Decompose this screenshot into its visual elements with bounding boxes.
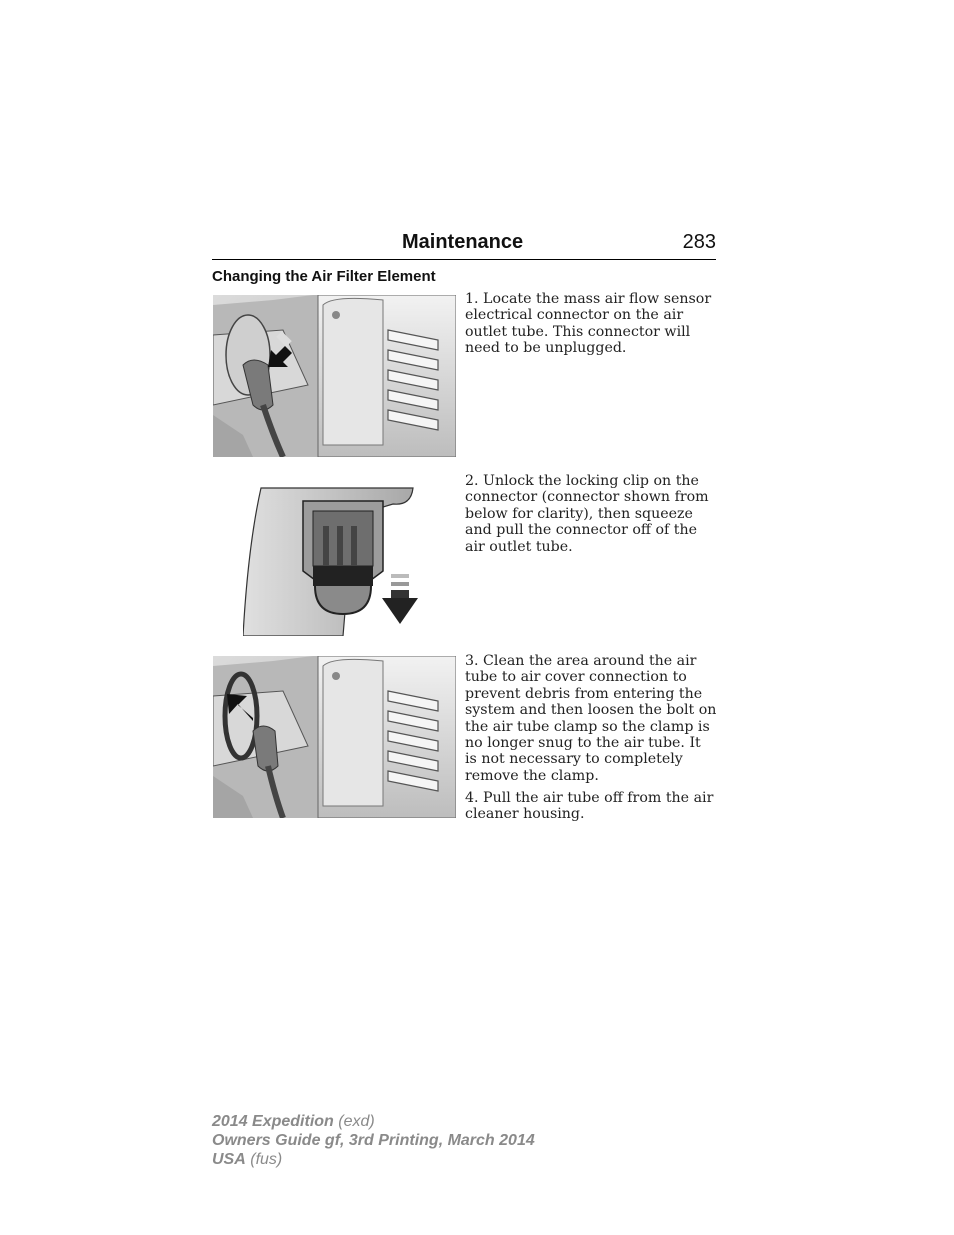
step-2: 2. Unlock the locking clip on the connector (connector shown from below for clarity), then squeeze and pull the connector off of the air outlet tube. [465,473,709,555]
step-3: 3. Clean the area around the air tube to air cover connection to prevent debris from entering the system and then loosen the bolt on the air tube clamp so the clamp is no longer snug to the air tube. It is not necessary to completely remove the clamp. [465,653,717,784]
footer-model-code: (exd) [338,1113,375,1130]
section-title: Changing the Air Filter Element [212,268,436,285]
figure-connector-locking-clip [243,486,419,636]
footer-model: 2014 Expedition [212,1113,334,1130]
arrow-down-icon [382,574,418,624]
footer-market-code: (fus) [250,1151,283,1168]
page-footer [212,1112,535,1169]
step-1: 1. Locate the mass air flow sensor electrical connector on the air outlet tube. This connector will need to be unplugged. [465,291,712,357]
figure-mass-air-flow-connector [213,295,456,457]
footer-guide: Owners Guide gf, 3rd Printing, March 2014 [212,1132,535,1149]
figure-air-tube-clamp [213,656,456,818]
footer-market: USA [212,1151,246,1168]
section-header-title: Maintenance [402,231,524,253]
page-header [212,229,716,260]
page-number: 283 [682,231,716,253]
step-4: 4. Pull the air tube off from the air cleaner housing. [465,790,714,823]
